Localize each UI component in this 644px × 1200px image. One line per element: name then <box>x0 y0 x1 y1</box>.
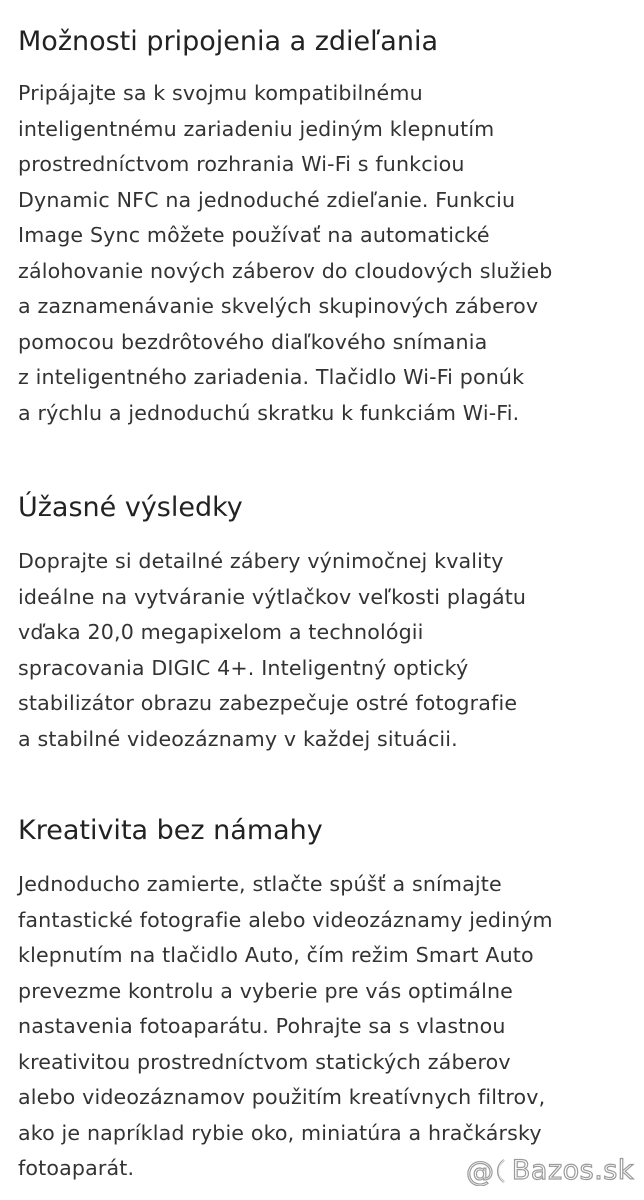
body-line: fotoaparát. <box>18 1156 135 1180</box>
section-body <box>18 867 638 1187</box>
body-line: alebo videozáznamov použitím kreatívnych filtrov, <box>18 1085 546 1109</box>
body-line: z inteligentného zariadenia. Tlačidlo Wi-Fi ponúk <box>18 365 525 389</box>
body-line: inteligentnému zariadeniu jediným klepnutím <box>18 116 495 141</box>
section-creativity <box>18 815 638 1187</box>
body-line: nastavenia fotoaparátu. Pohrajte sa s vlastnou <box>18 1014 506 1038</box>
watermark-text: Bazos.sk <box>511 1155 634 1186</box>
body-line: Doprajte si detailné zábery výnimočnej kvality <box>18 549 504 573</box>
section-results <box>18 492 638 757</box>
body-line: prevezme kontrolu a vyberie pre vás optimálne <box>18 978 513 1003</box>
body-line: kreativitou prostredníctvom statických záberov <box>18 1049 511 1074</box>
body-line: fantastické fotografie alebo videozáznamy jediným <box>18 907 553 932</box>
body-line: zálohovanie nových záberov do cloudových služieb <box>18 258 553 283</box>
body-line: stabilizátor obrazu zabezpečuje ostré fotografie <box>18 691 518 715</box>
bazos-logo-icon <box>466 1156 510 1186</box>
section-body <box>18 544 638 757</box>
body-line: Pripájajte sa k svojmu kompatibilnému <box>18 81 423 105</box>
body-line: a stabilné videozáznamy v každej situácii. <box>18 726 458 751</box>
body-line: Dynamic NFC na jednoduché zdieľanie. Funkciu <box>18 187 516 212</box>
body-line: prostredníctvom rozhrania Wi-Fi s funkciou <box>18 152 465 176</box>
bazos-watermark <box>466 1156 634 1186</box>
body-line: ako je napríklad rybie oko, miniatúra a hračkársky <box>18 1120 542 1145</box>
body-line: pomocou bezdrôtového diaľkového snímania <box>18 329 488 354</box>
section-connectivity <box>18 26 638 431</box>
body-line: a rýchlu a jednoduchú skratku k funkciám Wi-Fi. <box>18 400 520 425</box>
body-line: vďaka 20,0 megapixelom a technológii <box>18 620 424 644</box>
body-line: ideálne na vytváranie výtlačkov veľkosti plagátu <box>18 584 527 609</box>
section-heading: Úžasné výsledky <box>18 492 243 523</box>
body-line: klepnutím na tlačidlo Auto, čím režim Smart Auto <box>18 943 534 967</box>
body-line: spracovania DIGIC 4+. Inteligentný optický <box>18 655 469 680</box>
section-heading: Kreativita bez námahy <box>18 815 323 846</box>
body-line: a zaznamenávanie skvelých skupinových záberov <box>18 294 539 318</box>
body-line: Image Sync môžete používať na automatické <box>18 223 490 247</box>
section-heading: Možnosti pripojenia a zdieľania <box>18 26 438 57</box>
svg-text:@: @ <box>465 1156 494 1186</box>
body-line: Jednoducho zamierte, stlačte spúšť a snímajte <box>18 872 502 896</box>
section-body <box>18 76 638 431</box>
